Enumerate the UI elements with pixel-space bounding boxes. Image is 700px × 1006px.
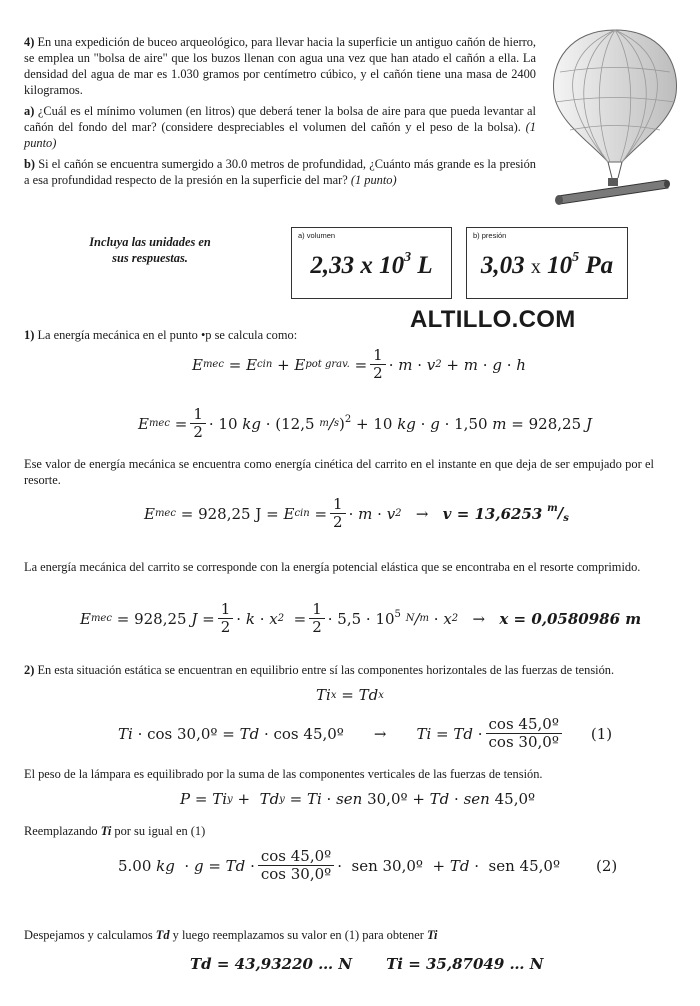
cannon-icon — [555, 178, 670, 205]
problem-part-a: a) ¿Cuál es el mínimo volumen (en litros) que deberá tener la bolsa de aire para que pueda levantar al cañón del fondo del mar? (considere despreciables el volumen del cañón y el peso de la bolsa). (1 punto) — [24, 104, 536, 150]
s2-intro: 2) En esta situación estática se encuentran en equilibrio entre sí las componentes horizontales de las fuerzas de tensión. — [24, 663, 615, 677]
eq-velocity: E mec = 928,25 J = E cin = $\frac{1}{2}$ · m · v 2 → v = 13,6253 $^m/_s$ — [144, 495, 569, 531]
s1-intro: 1) La energía mecánica en el punto •p se calcula como: — [24, 328, 298, 342]
answer-value-b: 3,03 x $10^5$ Pa — [480, 250, 614, 279]
eq-horizontal: Ti x = Td x — [316, 686, 384, 704]
answer-box-b — [466, 227, 628, 299]
answer-label-a: a) volumen — [298, 231, 336, 240]
eq-vertical: P = Ti y + Td y = Ti · sen 30,0º + Td · sen 45,0º — [180, 790, 536, 808]
answer-box-a — [291, 227, 452, 299]
answer-label-b: b) presión — [473, 231, 507, 240]
s1-p3: La energía mecánica del carrito se corresponde con la energía potencial elástica que se encontraba en el resorte comprimido. — [24, 560, 641, 574]
units-note: Incluya las unidades en sus respuestas. — [89, 235, 211, 265]
eq-1: Ti · cos 30,0º = Td · cos 45,0º → Ti = Td · $\frac{\text{cos 45,0º}}{\text{cos 30,0º}}$ (1) — [118, 715, 613, 751]
eq-emec-numeric: E mec = $\frac{1}{2}$ · 10 kg · (12,5 m / s )$^2$ + 10 kg · g · 1,50 m = 928,25 J — [138, 405, 592, 441]
s2-p4: Despejamos y calculamos Td y luego reemplazamos su valor en (1) para obtener Ti — [24, 928, 438, 942]
answer-value-a: 2,33 x $10^3$ L — [310, 250, 433, 279]
s2-p3: Reemplazando Ti por su igual en (1) — [24, 824, 206, 838]
problem-intro: 4) En una expedición de buceo arqueológico, para llevar hacia la superficie un antiguo cañón de hierro, se emplea un "bolsa de aire" que los buzos llenan con agua una vez que han atado el cañón a ella. La densidad del agua de mar es 1.030 gramos por centímetro cúbico, y el cañón tiene una masa de 2400 kilogramos. — [24, 35, 536, 97]
eq-compression: E mec = 928,25 J = $\frac{1}{2}$ · k · x 2 = $\frac{1}{2}$ · $5,5 \cdot 10^5$ N / m · x 2 → x = 0,0580986 m — [80, 600, 642, 636]
eq-2: 5.00 kg · g = Td · $\frac{\text{cos 45,0º}}{\text{cos 30,0º}}$ · sen 30,0º + Td · sen 45,0º (2) — [118, 847, 618, 883]
problem-number: 4) — [24, 35, 35, 49]
s1-p2: Ese valor de energía mecánica se encuentra como energía cinética del carrito en el instante en que deja de ser empujado por el resorte. — [24, 457, 654, 487]
hot-air-balloon-icon — [540, 22, 690, 212]
eq-results: Td = 43,93220 … N Ti = 35,87049 … N — [190, 955, 544, 973]
eq-emec-definition: E mec = E cin + E pot grav. = $\frac{1}{2}$ · m · v 2 + m · g · h — [192, 346, 526, 382]
s2-p2: El peso de la lámpara es equilibrado por la suma de las componentes verticales de las fuerzas de tensión. — [24, 767, 543, 781]
problem-part-b: b) Si el cañón se encuentra sumergido a 30.0 metros de profundidad, ¿Cuánto más grande es la presión a esa profundidad respecto de la presión en la superficie del mar? (1 punto) — [24, 157, 536, 187]
brand-watermark: ALTILLO.COM — [410, 306, 576, 333]
